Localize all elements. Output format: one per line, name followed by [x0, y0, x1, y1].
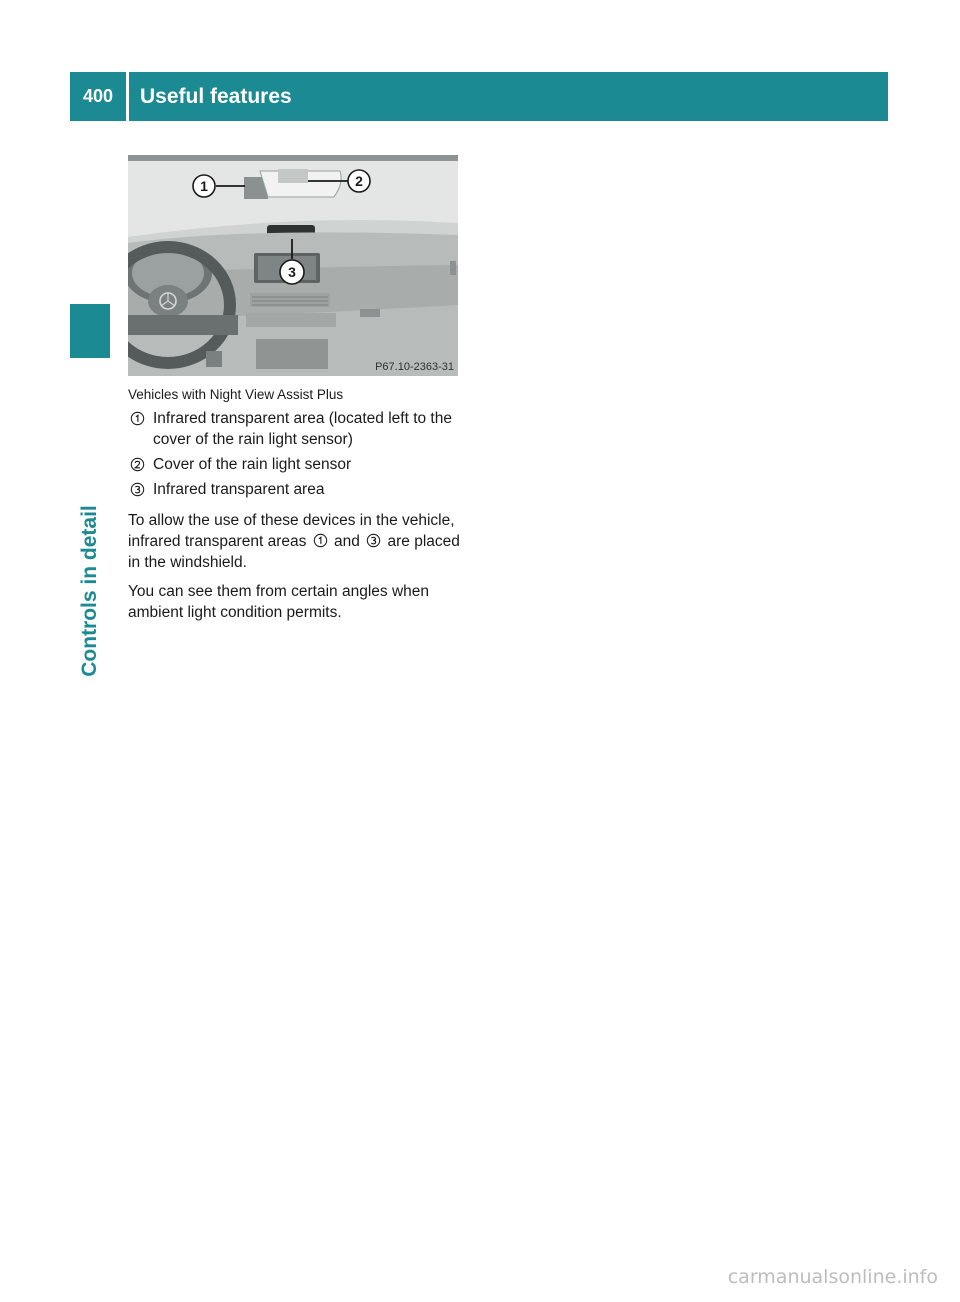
callout-2 — [348, 170, 370, 192]
body-paragraph-2: You can see them from certain angles when ambient light condition permits. — [128, 583, 429, 621]
callout-3 — [280, 260, 304, 284]
figure-code: P67.10-2363-31 — [375, 361, 454, 373]
legend-text-2: Cover of the rain light sensor — [153, 456, 352, 473]
legend-item-3 — [128, 479, 460, 500]
p1-text-a: To allow the use of these devices in the vehicle, infrared transparent areas — [128, 512, 455, 550]
page-number: 400 — [82, 86, 114, 106]
header-divider — [126, 72, 129, 121]
side-tab-label: Controls in detail — [78, 505, 101, 677]
side-tab — [70, 121, 110, 677]
figure-caption: Vehicles with Night View Assist Plus — [128, 387, 344, 402]
number-1-icon — [130, 411, 145, 426]
dashboard-illustration — [128, 155, 458, 376]
legend-item-1 — [128, 408, 460, 450]
callout-1 — [193, 175, 215, 197]
number-3-icon — [130, 482, 145, 497]
callout-2-label: 2 — [355, 173, 363, 189]
section-title: Useful features — [140, 84, 292, 108]
number-1-icon — [313, 533, 328, 548]
callout-1-label: 1 — [200, 178, 208, 194]
watermark: carmanualsonline.info — [727, 1266, 938, 1288]
figure-legend — [128, 408, 460, 504]
callout-3-label: 3 — [288, 264, 296, 280]
legend-text-3: Infrared transparent area — [153, 481, 325, 498]
legend-text-1: Infrared transparent area (located left to the cover of the rain light sensor) — [153, 410, 452, 448]
p1-text-b: and — [333, 533, 360, 550]
rain-sensor-cover — [278, 169, 308, 183]
p1-text-c: are placed in the windshield. — [128, 533, 460, 571]
page-header — [70, 72, 888, 121]
dashboard-figure — [128, 155, 458, 376]
number-3-icon — [366, 533, 381, 548]
side-tab-marker — [70, 304, 110, 358]
legend-item-2 — [128, 454, 460, 475]
number-2-icon — [130, 457, 145, 472]
body-paragraph-1 — [128, 510, 460, 573]
